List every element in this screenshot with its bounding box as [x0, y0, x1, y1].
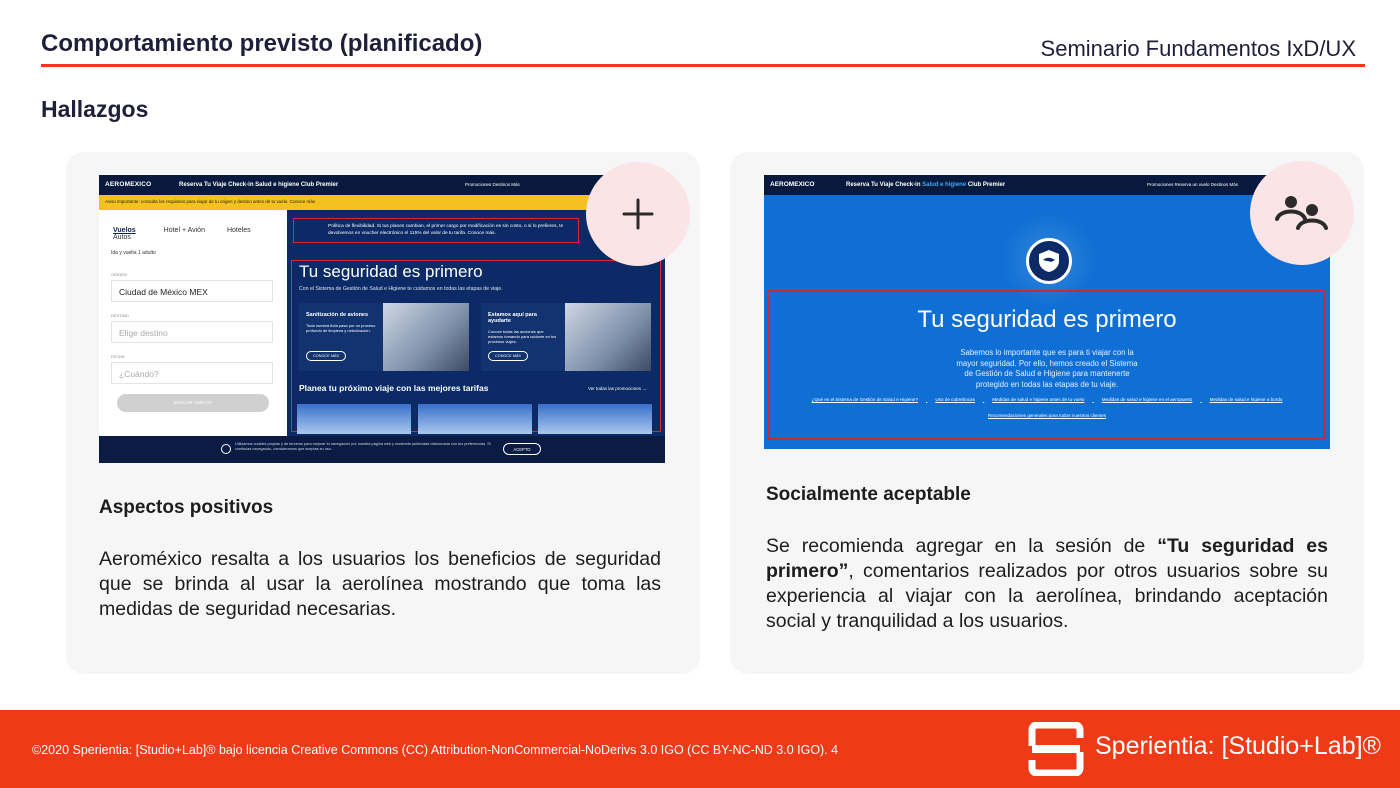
security-body: Sabemos lo importante que es para ti viajar con la mayor seguridad. Por ello, hemos creado el Sistema de Gestión de Salud e Higiene para mantenerte protegido en todas las etapas de tu viaje.	[956, 348, 1138, 389]
security-link: Uso de cubrebocas	[935, 397, 975, 402]
site-nav-right: Promociones Reserva un vuelo Destinos Más	[1147, 182, 1239, 187]
hero-subtitle: Con el Sistema de Gestión de Salud e Higiene te cuidamos en todas las etapas de viaje.	[299, 286, 503, 292]
card-heading: Socialmente aceptable	[766, 484, 971, 505]
date-label: FECHA	[111, 354, 125, 359]
tab-flights: Vuelos	[113, 227, 136, 234]
hero-title: Tu seguridad es primero	[299, 262, 483, 281]
promotions-link: Ver todas las promociones →	[588, 386, 647, 391]
plus-icon	[621, 197, 655, 231]
card-heading: Aspectos positivos	[99, 497, 274, 518]
nav-links-b: Club Premier	[966, 182, 1006, 188]
card-body-bold: “Tu seguridad es primero”	[766, 535, 1328, 582]
tile-title: Estamos aquí para ayudarte	[488, 312, 537, 324]
booking-tabs	[113, 227, 287, 241]
booking-form	[99, 210, 287, 436]
origin-label: ORIGEN	[111, 272, 127, 277]
finding-card-social	[730, 152, 1364, 674]
shield-emblem	[1026, 238, 1072, 284]
destination-thumb	[297, 404, 411, 434]
security-link: Medidas de salud e higiene en el aeropuerto	[1101, 397, 1193, 402]
card-body-post: , comentarios realizados por otros usuarios sobre su experiencia al viajar con la aerolínea, brindando aceptación social y tranquilidad a los usuarios.	[766, 560, 1328, 632]
tile-photo	[383, 303, 469, 371]
people-badge	[1250, 161, 1354, 265]
plus-badge	[586, 162, 690, 266]
security-link: Medidas de salud e higiene a bordo	[1209, 397, 1283, 402]
header-divider	[41, 64, 1365, 67]
card-body	[766, 534, 1328, 634]
security-link-recommendations: Recomendaciones generales para todos nuestros clientes	[987, 413, 1107, 418]
flexibility-notice: Política de flexibilidad. Si tus planes cambian, el primer cargo por modificación es sin costo, o si lo prefieres, te devolvemos en voucher electrónico el 115% del valor de tu tarifa. Conoce más.	[293, 218, 579, 243]
destination-label: DESTINO	[111, 313, 129, 318]
destination-field: Elige destino	[111, 321, 273, 343]
finding-card-positive	[66, 152, 700, 674]
people-group-icon	[1273, 193, 1331, 233]
website-screenshot-security	[764, 175, 1330, 449]
tab-hotel-plane: Hotel + Avión	[163, 227, 205, 234]
search-flights-button: BUSCAR VUELOS	[117, 394, 269, 412]
cookie-text: Utilizamos cookies propias y de terceros para mejorar tu navegación por nuestra página web y mostrarte publicidad relacionada con tus preferencias. Si continúas navegando, consideramos que aceptas su uso.	[235, 442, 491, 451]
security-links	[764, 397, 1330, 402]
tile-help	[481, 303, 651, 371]
section-title: Hallazgos	[41, 96, 149, 122]
tile-text: Conoce todas las acciones que estamos tomando para cuidarte en tus próximos viajes.	[488, 329, 557, 344]
brand-name: Sperientia: [Studio+Lab]®	[1095, 732, 1381, 760]
origin-field: Ciudad de México MEX	[111, 280, 273, 302]
tab-cars: Autos	[113, 234, 131, 241]
tile-text: Toda nuestra flota pasa por un proceso profundo de limpieza y nebulización.	[306, 323, 376, 333]
tile-sanitization	[299, 303, 469, 371]
shield-icon	[1036, 248, 1062, 274]
cookie-banner	[99, 436, 665, 463]
card-body: Aeroméxico resalta a los usuarios los beneficios de seguridad que se brinda al usar la aerolínea mostrando que toma las medidas de seguridad necesarias.	[99, 548, 661, 620]
site-nav-links: Reserva Tu Viaje Check-in Salud e higiene Club Premier	[179, 182, 339, 188]
tile-title: Sanitización de aviones	[306, 312, 369, 318]
plan-trip-title: Planea tu próximo viaje con las mejores tarifas	[299, 383, 489, 393]
site-nav-links	[846, 182, 1005, 188]
trip-type: Ida y vuelta 1 adulto	[111, 250, 156, 256]
site-nav-right: Promociones Destinos Más	[465, 182, 520, 187]
cookie-accept-button: ACEPTO	[503, 443, 541, 455]
tile-photo	[565, 303, 651, 371]
tab-hotels: Hoteles	[226, 227, 251, 234]
security-link: ¿Qué es el Sistema de Gestión de Salud e Higiene?	[811, 397, 919, 402]
security-title: Tu seguridad es primero	[917, 306, 1177, 333]
destination-thumb	[418, 404, 532, 434]
seminar-name: Seminario Fundamentos IxD/UX	[1040, 36, 1356, 61]
cookie-icon	[221, 444, 231, 454]
sperientia-logo-icon	[1028, 722, 1084, 776]
license-text: ©2020 Sperientia: [Studio+Lab]® bajo licencia Creative Commons (CC) Attribution-NonCommercial-NoDerivs 3.0 IGO (CC BY-NC-ND 3.0 IGO). 4	[32, 743, 839, 757]
site-logo: AEROMEXICO	[770, 181, 815, 188]
nav-links-a: Reserva Tu Viaje Check-in	[846, 182, 923, 188]
site-alert-bar: Aviso importante: consulta los requisitos para viajar de tu origen y destino antes de tu vuelo. Conoce más	[99, 195, 665, 210]
website-screenshot-home	[99, 175, 665, 463]
slide-title: Comportamiento previsto (planificado)	[41, 30, 483, 57]
site-nav	[764, 175, 1330, 195]
tile-button: CONOCE MÁS	[488, 351, 528, 361]
date-field: ¿Cuándo?	[111, 362, 273, 384]
destination-thumb	[538, 404, 652, 434]
card-body-pre: Se recomienda agregar en la sesión de	[766, 535, 1158, 557]
nav-active-link: Salud e higiene	[922, 182, 967, 188]
security-link: Medidas de salud e higiene antes de tu vuelo	[992, 397, 1085, 402]
site-nav	[99, 175, 665, 195]
footer	[0, 710, 1400, 788]
site-logo: AEROMEXICO	[105, 181, 152, 188]
tile-button: CONOCE MÁS	[306, 351, 346, 361]
